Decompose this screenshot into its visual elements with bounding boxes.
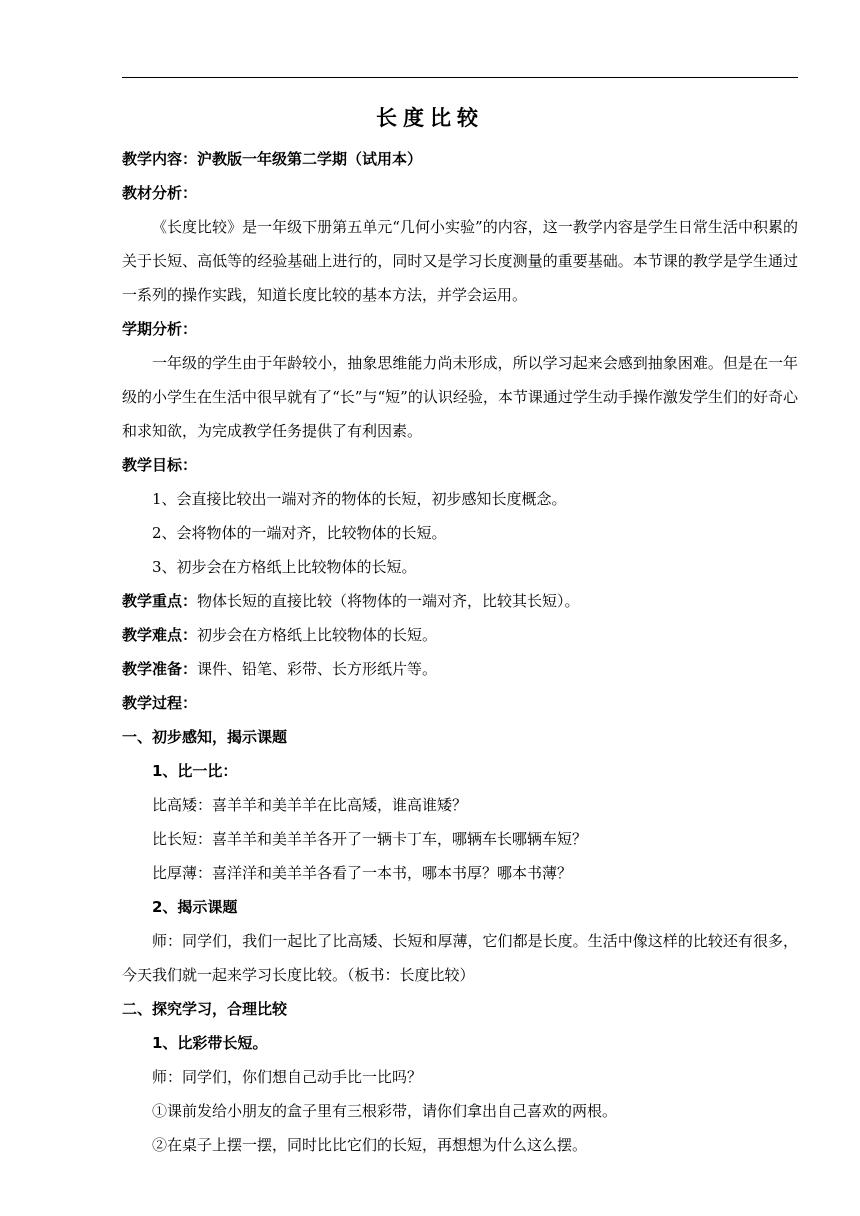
page-title: 长度比较 bbox=[376, 106, 484, 130]
section1-paragraph: 师：同学们，我们一起比了比高矮、长短和厚薄，它们都是长度。生活中像这样的比较还有很多，今天我们就一起来学习长度比较。（板书：长度比较） bbox=[122, 932, 798, 984]
section1-line: 比厚薄：喜洋洋和美羊羊各看了一本书，哪本书厚？哪本书薄？ bbox=[152, 864, 573, 882]
section2-line: 师：同学们，你们想自己动手比一比吗？ bbox=[152, 1068, 423, 1086]
analysis-paragraph: 《长度比较》是一年级下册第五单元“几何小实验”的内容，这一教学内容是学生日常生活中积累的关于长短、高低等的经验基础上进行的，同时又是学习长度测量的重要基础。本节课的教学是学生通过一系列的操作实践，知道长度比较的基本方法，并学会运用。 bbox=[122, 218, 798, 304]
key-label: 教学重点： bbox=[122, 592, 198, 610]
prep-text: 课件、铅笔、彩带、长方形纸片等。 bbox=[197, 660, 438, 678]
content-line bbox=[122, 142, 798, 176]
section2-line: ①课前发给小朋友的盒子里有三根彩带，请你们拿出自己喜欢的两根。 bbox=[152, 1102, 618, 1120]
difficulty-label: 教学难点： bbox=[122, 626, 198, 644]
term-heading: 学期分析： bbox=[122, 320, 198, 338]
section2-sub1: 1、比彩带长短。 bbox=[152, 1034, 268, 1052]
prep-label: 教学准备： bbox=[122, 660, 198, 678]
section2-title: 二、探究学习，合理比较 bbox=[122, 1000, 288, 1018]
term-paragraph: 一年级的学生由于年龄较小，抽象思维能力尚未形成，所以学习起来会感到抽象困难。但是在一年级的小学生在生活中很早就有了“长”与“短”的认识经验，本节课通过学生动手操作激发学生们的好奇心和求知欲，为完成教学任务提供了有利因素。 bbox=[122, 354, 798, 440]
header-rule bbox=[122, 77, 798, 78]
section1-sub1: 1、比一比： bbox=[152, 762, 238, 780]
document-body bbox=[122, 142, 798, 1162]
analysis-heading: 教材分析： bbox=[122, 184, 198, 202]
section1-line: 比长短：喜羊羊和美羊羊各开了一辆卡丁车，哪辆车长哪辆车短？ bbox=[152, 830, 588, 848]
section1-title: 一、初步感知，揭示课题 bbox=[122, 728, 288, 746]
section1-sub2: 2、揭示课题 bbox=[152, 898, 238, 916]
goals-heading: 教学目标： bbox=[122, 456, 198, 474]
content-label: 教学内容： bbox=[122, 150, 198, 168]
goal-item: 2、会将物体的一端对齐，比较物体的长短。 bbox=[152, 524, 447, 542]
content-value: 沪教版一年级第二学期（试用本） bbox=[197, 150, 423, 168]
section2-line: ②在桌子上摆一摆，同时比比它们的长短，再想想为什么这么摆。 bbox=[152, 1136, 588, 1154]
goal-item: 1、会直接比较出一端对齐的物体的长短，初步感知长度概念。 bbox=[152, 490, 567, 508]
difficulty-line bbox=[122, 618, 798, 652]
section1-line: 比高矮：喜羊羊和美羊羊在比高矮，谁高谁矮？ bbox=[152, 796, 468, 814]
process-heading: 教学过程： bbox=[122, 694, 198, 712]
goal-item: 3、初步会在方格纸上比较物体的长短。 bbox=[152, 558, 417, 576]
prep-line bbox=[122, 652, 798, 686]
key-line bbox=[122, 584, 798, 618]
difficulty-text: 初步会在方格纸上比较物体的长短。 bbox=[197, 626, 438, 644]
key-text: 物体长短的直接比较（将物体的一端对齐，比较其长短）。 bbox=[197, 592, 580, 610]
